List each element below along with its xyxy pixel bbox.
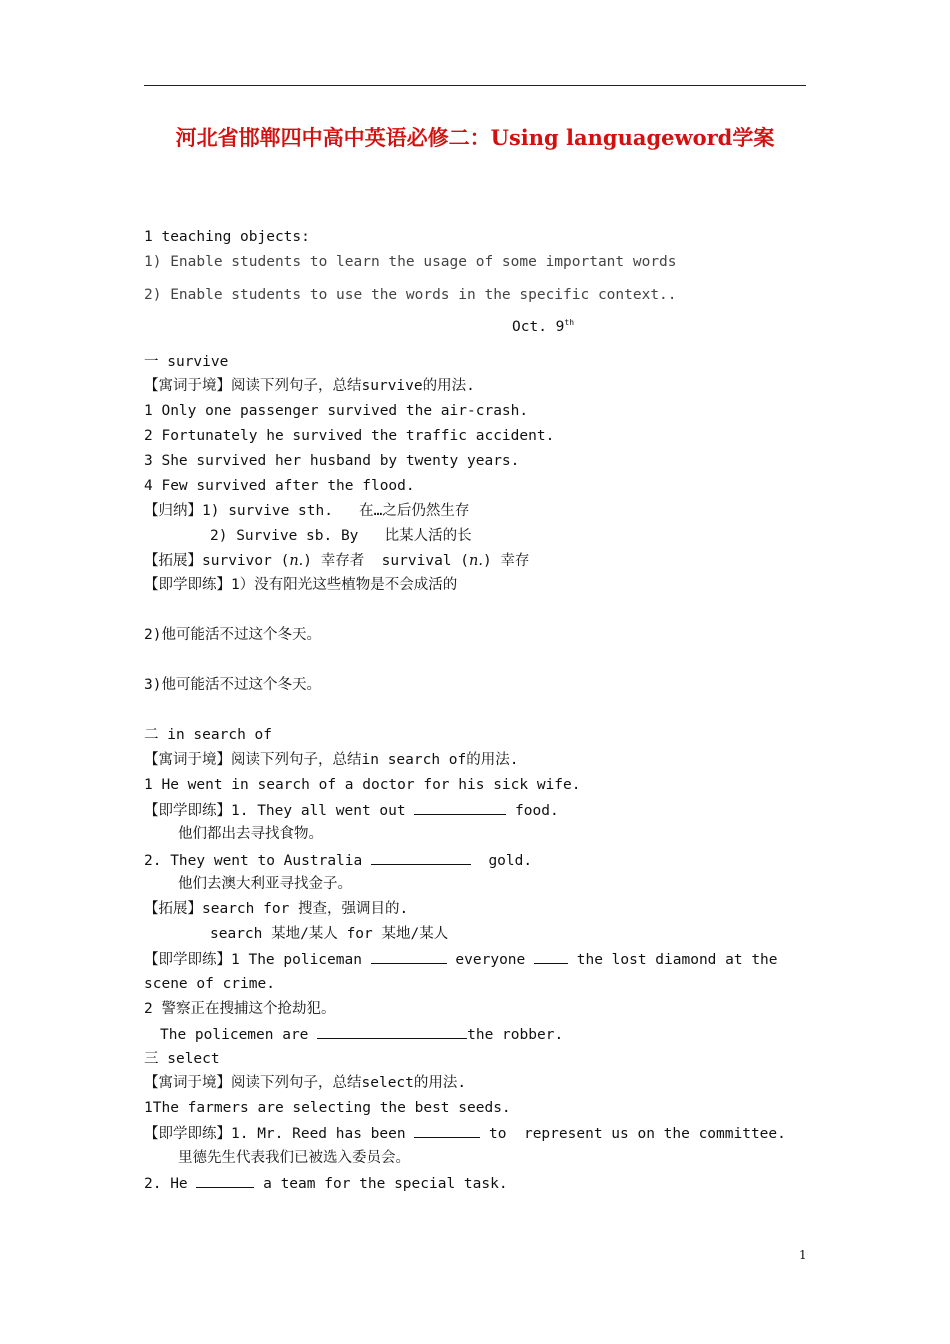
noun-abbrev: n. [468, 553, 483, 569]
practice-text: 【即学即练】1. They all went out [144, 803, 415, 819]
section-1-summary-1: 【归纳】1) survive sth. 在…之后仍然生存 [144, 503, 470, 519]
extension-mid: ) 幸存者 survival ( [303, 553, 469, 569]
section-3-practice-2 [144, 1173, 508, 1194]
section-2-practice-4-cn: 2 警察正在搜捕这个抢劫犯。 [144, 1001, 336, 1017]
section-2-extension-1: 【拓展】search for 搜查，强调目的. [144, 901, 409, 917]
objective-2: 2) Enable students to use the words in the specific context.. [144, 287, 677, 303]
section-2-extension-2: search 某地/某人 for 某地/某人 [210, 926, 449, 942]
section-2-example-1: 1 He went in search of a doctor for his sick wife. [144, 777, 581, 793]
section-1-example-1: 1 Only one passenger survived the air-crash. [144, 403, 529, 419]
section-3-practice-1-cn: 里德先生代表我们已被选入委员会。 [178, 1150, 410, 1166]
practice-text: 2. They went to Australia [144, 853, 371, 869]
section-1-heading: 一 survive [144, 354, 229, 370]
section-1-extension [144, 551, 529, 571]
section-1-intro: 【寓词于境】阅读下列句子，总结survive的用法. [144, 378, 475, 394]
extension-label: 【拓展】survivor ( [144, 553, 290, 569]
answer-blank[interactable] [534, 949, 568, 964]
answer-blank[interactable] [414, 800, 506, 815]
section-2-practice-2-cn: 他们去澳大利亚寻找金子。 [178, 876, 352, 892]
section-2-practice-3-cont: scene of crime. [144, 976, 275, 992]
practice-text: 2. He [144, 1176, 197, 1192]
section-3-example-1: 1The farmers are selecting the best seeds. [144, 1100, 511, 1116]
answer-blank[interactable] [371, 949, 447, 964]
practice-text: a team for the special task. [254, 1176, 508, 1192]
section-1-example-2: 2 Fortunately he survived the traffic accident. [144, 428, 555, 444]
section-3-heading: 三 select [144, 1051, 220, 1067]
lesson-date [512, 318, 574, 335]
answer-blank[interactable] [371, 850, 471, 865]
date-suffix: th [564, 318, 575, 327]
practice-text: 【即学即练】1. Mr. Reed has been [144, 1126, 415, 1142]
section-1-practice-2: 2)他可能活不过这个冬天。 [144, 627, 321, 643]
section-2-heading: 二 in search of [144, 727, 272, 743]
section-1-example-3: 3 She survived her husband by twenty years. [144, 453, 520, 469]
section-3-practice-1 [144, 1123, 786, 1144]
answer-blank[interactable] [196, 1173, 254, 1188]
section-2-practice-4 [160, 1024, 563, 1045]
practice-text: The policemen are [160, 1027, 318, 1043]
page-number: 1 [799, 1248, 807, 1262]
practice-text: the robber. [467, 1027, 564, 1043]
extension-end: ) 幸存 [482, 553, 530, 569]
date-text: Oct. 9 [512, 319, 565, 335]
practice-text: everyone [446, 952, 534, 968]
practice-text: to represent us on the committee. [480, 1126, 786, 1142]
objective-1: 1) Enable students to learn the usage of some important words [144, 254, 677, 270]
practice-text: food. [506, 803, 559, 819]
practice-text: gold. [470, 853, 533, 869]
section-2-practice-2 [144, 850, 532, 871]
section-1-summary-2: 2) Survive sb. By 比某人活的长 [210, 528, 472, 544]
page-title: 河北省邯郸四中高中英语必修二：Using languageword学案 [175, 125, 775, 150]
section-2-practice-1-cn: 他们都出去寻找食物。 [178, 826, 323, 842]
header-rule [144, 85, 806, 86]
practice-text: the lost diamond at the [568, 952, 778, 968]
answer-blank[interactable] [414, 1123, 480, 1138]
section-1-practice: 【即学即练】1）没有阳光这些植物是不会成活的 [144, 577, 458, 593]
noun-abbrev: n. [289, 553, 304, 569]
practice-text: 【即学即练】1 The policeman [144, 952, 371, 968]
section-3-intro: 【寓词于境】阅读下列句子，总结select的用法. [144, 1075, 467, 1091]
section-1-practice-3: 3)他可能活不过这个冬天。 [144, 677, 321, 693]
section-2-intro: 【寓词于境】阅读下列句子，总结in search of的用法. [144, 752, 519, 768]
section-2-practice-3 [144, 949, 778, 970]
objectives-heading: 1 teaching objects: [144, 229, 310, 245]
section-1-example-4: 4 Few survived after the flood. [144, 478, 415, 494]
section-2-practice-1 [144, 800, 559, 821]
answer-blank[interactable] [317, 1024, 467, 1039]
